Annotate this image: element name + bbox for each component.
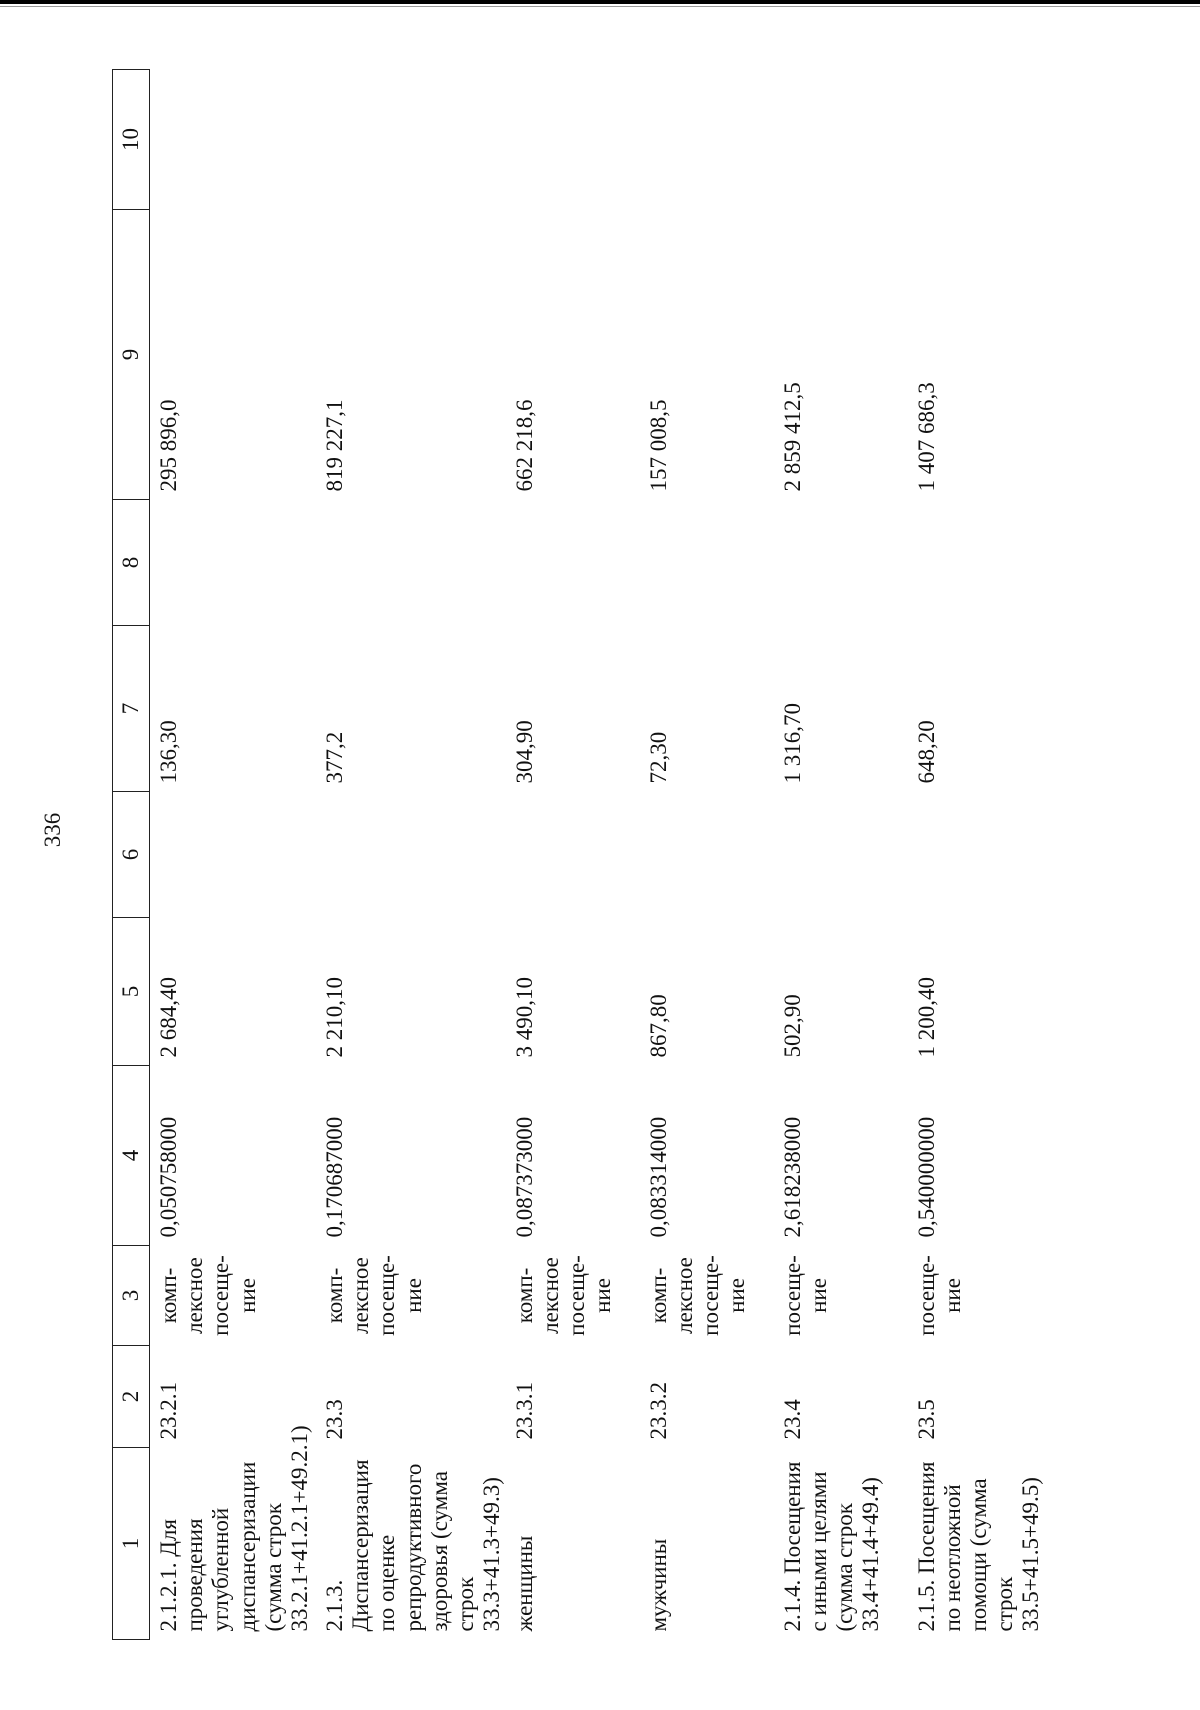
column-number-row bbox=[113, 70, 150, 1640]
row-value-5: 2 210,10 bbox=[322, 977, 347, 1058]
row-value-4: 0,170687000 bbox=[322, 1116, 347, 1238]
row-value-4: 0,087373000 bbox=[511, 1116, 537, 1238]
row-unit: посеще-ние bbox=[779, 1255, 831, 1336]
row-name: 2.1.4. Посещения с иными целями (сумма строк 33.4+41.4+49.4) bbox=[779, 1461, 884, 1632]
data-table bbox=[112, 69, 1045, 1640]
row-value-10 bbox=[316, 70, 506, 210]
row-code: 23.2.1 bbox=[156, 1382, 181, 1440]
row-value-6 bbox=[506, 792, 640, 918]
row-value-10 bbox=[506, 70, 640, 210]
scan-edge-line bbox=[0, 0, 1200, 4]
row-value-9: 295 896,0 bbox=[156, 399, 181, 492]
row-value-6 bbox=[640, 792, 774, 918]
table-row bbox=[640, 70, 774, 1640]
row-unit: посеще-ние bbox=[913, 1255, 965, 1336]
table-row bbox=[506, 70, 640, 1640]
row-value-5: 1 200,40 bbox=[913, 977, 939, 1058]
row-unit: комп-лексное посеще-ние bbox=[322, 1255, 426, 1336]
row-value-7: 72,30 bbox=[645, 731, 671, 784]
row-value-6 bbox=[908, 792, 1045, 918]
table-row bbox=[150, 70, 317, 1640]
row-code: 23.3.1 bbox=[511, 1382, 537, 1440]
column-header-7: 7 bbox=[113, 626, 150, 792]
rotated-page bbox=[40, 40, 1130, 1680]
table-row bbox=[316, 70, 506, 1640]
column-header-10: 10 bbox=[113, 70, 150, 210]
row-value-4: 0,540000000 bbox=[913, 1116, 939, 1238]
row-code: 23.3 bbox=[322, 1399, 347, 1440]
row-code: 23.3.2 bbox=[645, 1382, 671, 1440]
column-header-4: 4 bbox=[113, 1066, 150, 1246]
row-value-4: 2,618238000 bbox=[779, 1116, 805, 1238]
row-name: 2.1.2.1. Для проведения углубленной диспансеризации (сумма строк 33.2.1+41.2.1+49.2.1) bbox=[156, 1425, 313, 1632]
row-name: женщины bbox=[511, 1535, 537, 1632]
column-header-2: 2 bbox=[113, 1346, 150, 1448]
row-value-9: 819 227,1 bbox=[322, 399, 347, 492]
column-header-6: 6 bbox=[113, 792, 150, 918]
row-value-5: 2 684,40 bbox=[156, 977, 181, 1058]
row-value-4: 0,083314000 bbox=[645, 1116, 671, 1238]
row-name: 2.1.5. Посещения по неотложной помощи (сумма строк 33.5+41.5+49.5) bbox=[913, 1461, 1044, 1632]
row-name: 2.1.3. Диспансеризация по оценке репродуктивного здоровья (сумма строк 33.3+41.3+49.3) bbox=[322, 1459, 505, 1632]
row-value-6 bbox=[316, 792, 506, 918]
table-row bbox=[908, 70, 1045, 1640]
row-value-7: 377,2 bbox=[322, 731, 347, 784]
row-value-10 bbox=[774, 70, 908, 210]
row-value-5: 3 490,10 bbox=[511, 977, 537, 1058]
row-value-5: 502,90 bbox=[779, 994, 805, 1058]
row-value-8 bbox=[316, 500, 506, 626]
row-value-9: 662 218,6 bbox=[511, 399, 537, 492]
column-header-5: 5 bbox=[113, 918, 150, 1066]
row-value-7: 648,20 bbox=[913, 720, 939, 784]
row-value-7: 1 316,70 bbox=[779, 703, 805, 784]
row-value-10 bbox=[908, 70, 1045, 210]
row-value-5: 867,80 bbox=[645, 994, 671, 1058]
row-value-8 bbox=[640, 500, 774, 626]
column-header-8: 8 bbox=[113, 500, 150, 626]
row-value-8 bbox=[150, 500, 317, 626]
row-code: 23.4 bbox=[779, 1399, 805, 1440]
scan-edge-line-faint bbox=[0, 6, 1200, 7]
row-value-8 bbox=[774, 500, 908, 626]
row-code: 23.5 bbox=[913, 1399, 939, 1440]
row-value-8 bbox=[506, 500, 640, 626]
row-value-6 bbox=[774, 792, 908, 918]
row-value-9: 157 008,5 bbox=[645, 399, 671, 492]
row-value-10 bbox=[640, 70, 774, 210]
row-value-9: 1 407 686,3 bbox=[913, 382, 939, 492]
row-value-9: 2 859 412,5 bbox=[779, 382, 805, 492]
page-number: 336 bbox=[40, 812, 65, 848]
row-value-7: 304,90 bbox=[511, 720, 537, 784]
table-row bbox=[774, 70, 908, 1640]
row-unit: комп-лексное посеще-ние bbox=[156, 1255, 260, 1336]
row-name: мужчины bbox=[645, 1538, 671, 1632]
column-header-3: 3 bbox=[113, 1246, 150, 1346]
row-value-6 bbox=[150, 792, 317, 918]
row-unit: комп-лексное посеще-ние bbox=[645, 1255, 750, 1336]
column-header-9: 9 bbox=[113, 210, 150, 500]
row-value-7: 136,30 bbox=[156, 720, 181, 784]
column-header-1: 1 bbox=[113, 1448, 150, 1640]
row-unit: комп-лексное посеще-ние bbox=[511, 1255, 616, 1336]
row-value-4: 0,050758000 bbox=[156, 1116, 181, 1238]
row-value-10 bbox=[150, 70, 317, 210]
row-value-8 bbox=[908, 500, 1045, 626]
